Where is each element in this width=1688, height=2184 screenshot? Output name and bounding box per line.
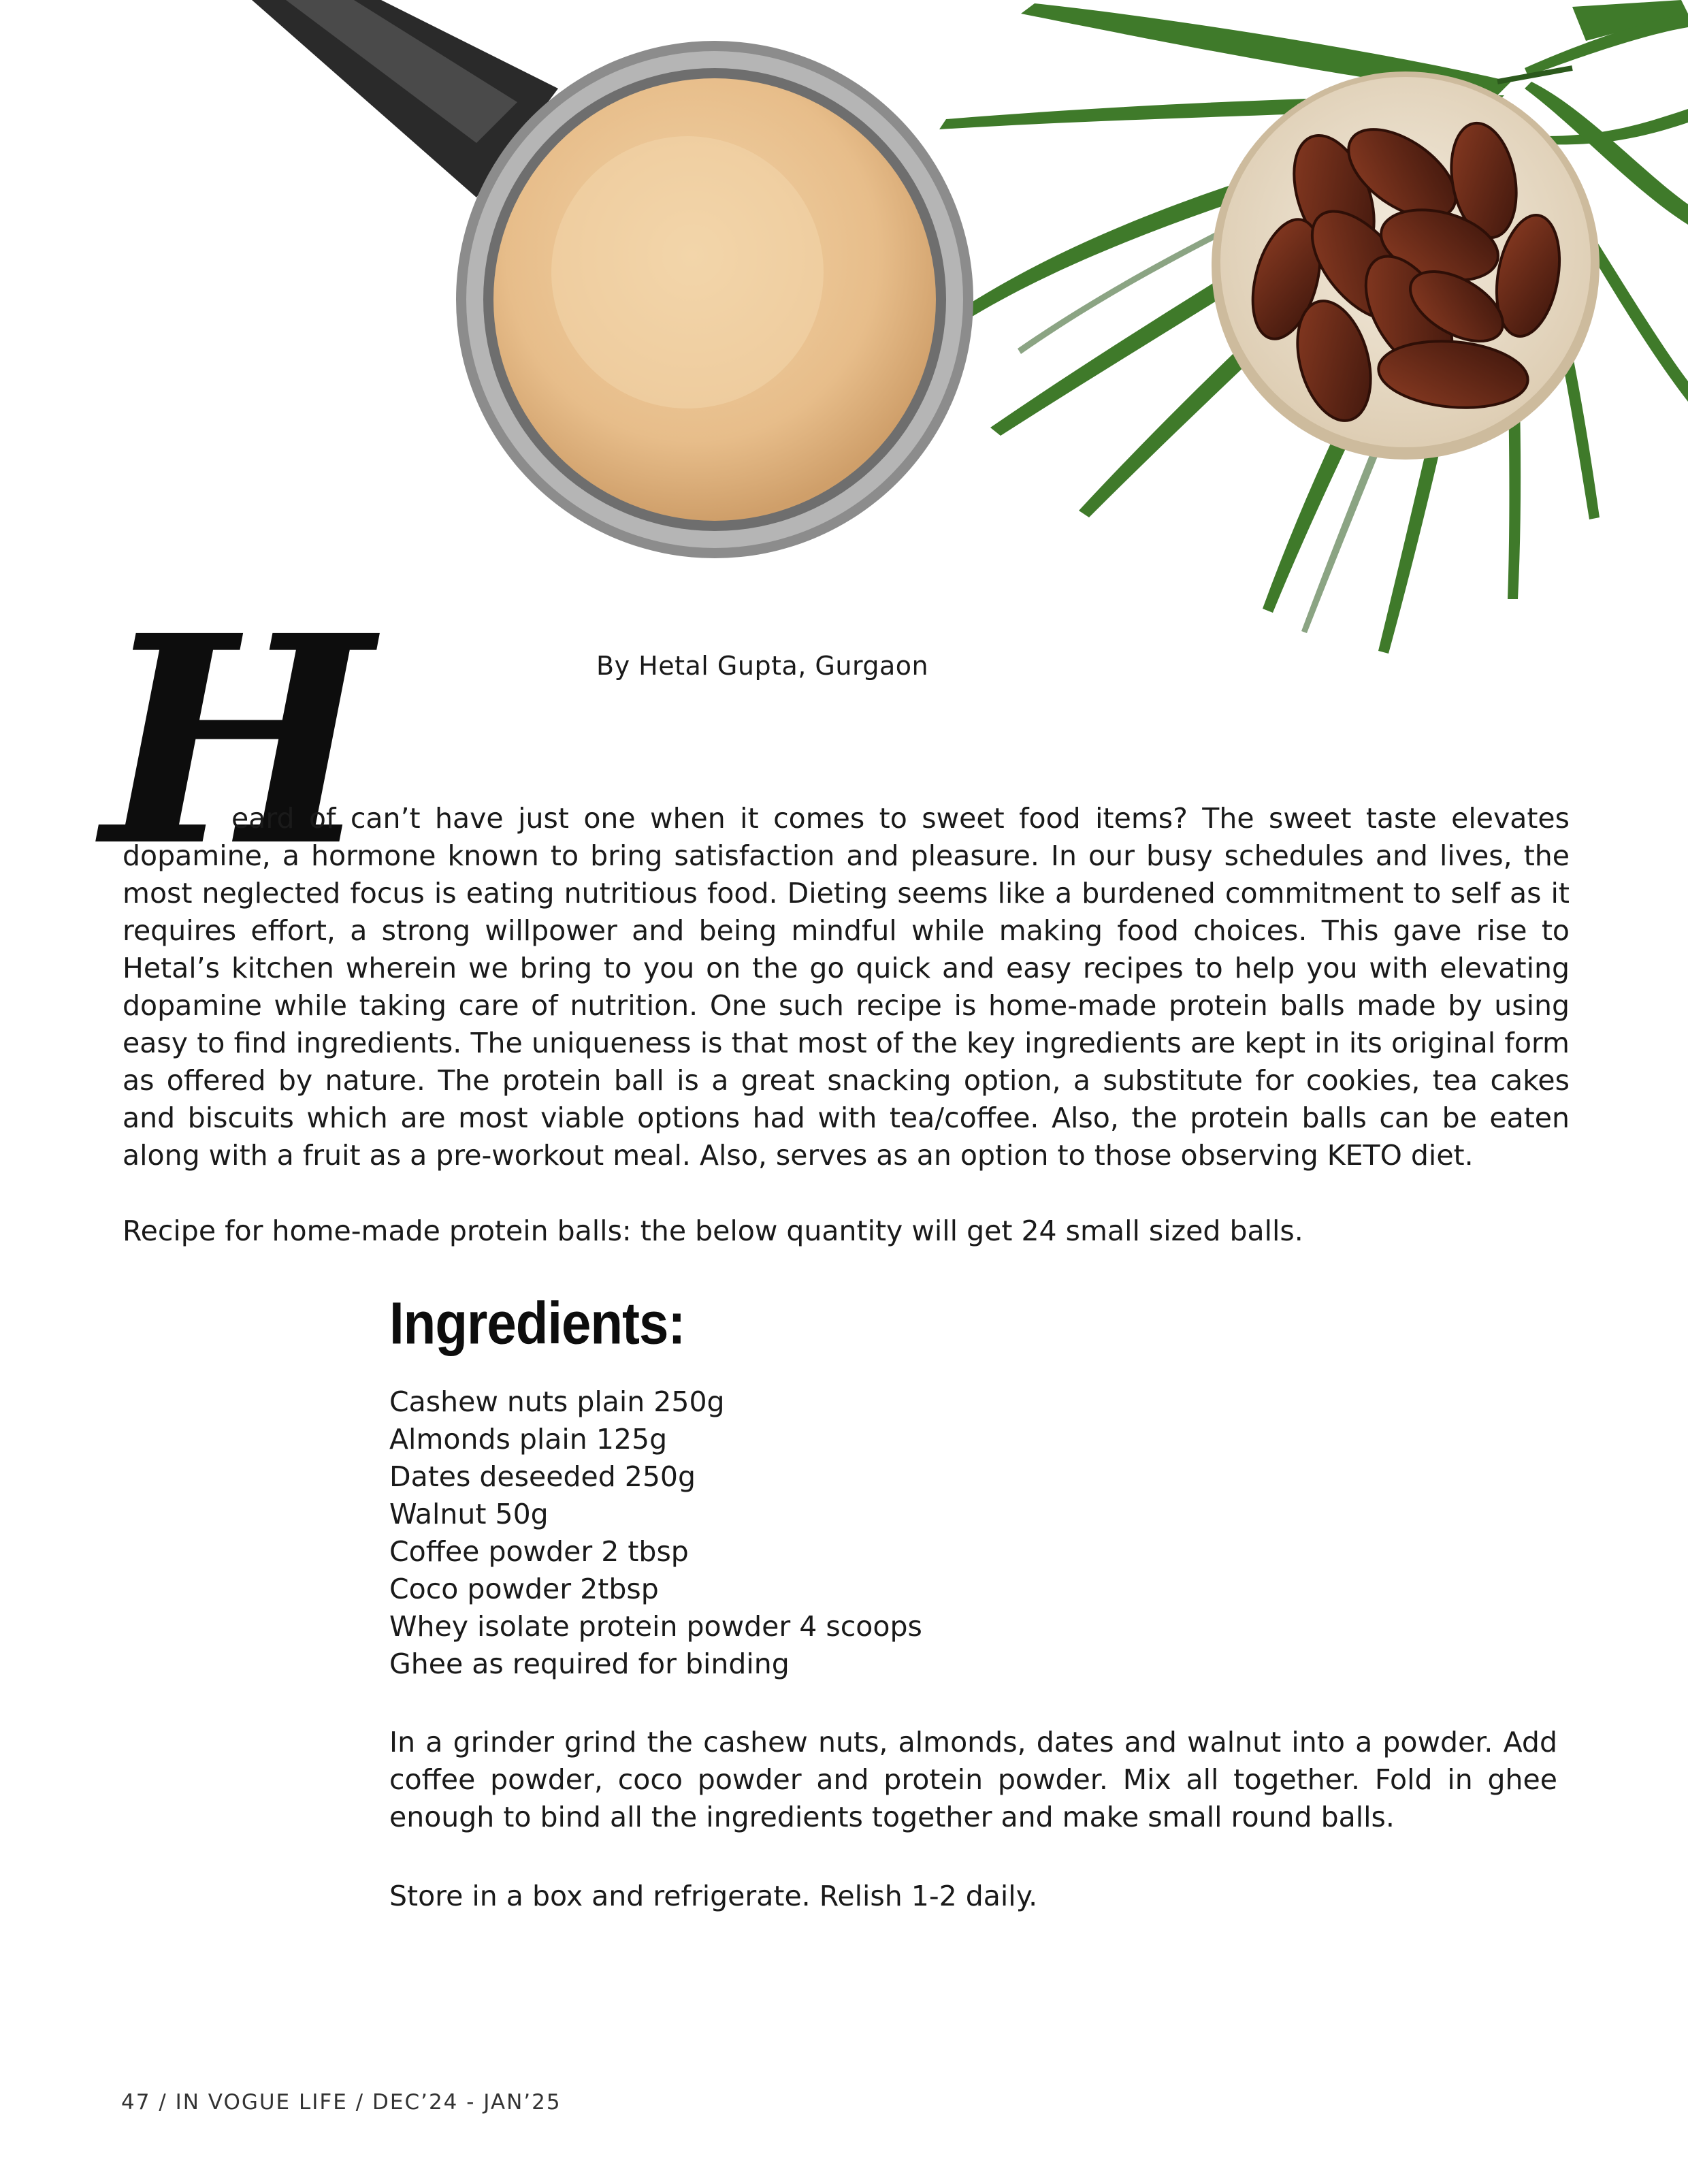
page-folio: 47 / IN VOGUE LIFE / DEC’24 - JAN’25 — [121, 2090, 562, 2115]
ingredient-item: Coco powder 2tbsp — [389, 1573, 659, 1605]
ingredient-item: Whey isolate protein powder 4 scoops — [389, 1610, 922, 1643]
ingredient-item: Walnut 50g — [389, 1498, 549, 1530]
ingredient-item: Cashew nuts plain 250g — [389, 1385, 725, 1418]
ingredient-item: Dates deseeded 250g — [389, 1460, 696, 1493]
ingredient-item: Almonds plain 125g — [389, 1423, 668, 1456]
intro-text: eard of can’t have just one when it comes to sweet food items? The sweet taste elevates dopamine, a hormone known to bring satisfaction and pleasure. In our busy schedules and lives, the most neglected focus is eating nutritious food. Dieting seems like a burdened commitment to self as it requires effort, a strong willpower and being mindful while making food choices. This gave rise to Hetal’s kitchen wherein we bring to you on the go quick and easy recipes to help you with elevating dopamine while taking care of nutrition. One such recipe is home-made protein balls made by using easy to find ingredients. The uniqueness is that most of the key ingredients are kept in its original form as offered by nature. The protein ball is a great snacking option, a substitute for cookies, tea cakes and biscuits which are most viable options had with tea/coffee. Also, the protein balls can be eaten along with a fruit as a pre-workout meal. Also, serves as an option to those observing KETO diet. — [123, 802, 1570, 1172]
storage-note: Store in a box and refrigerate. Relish 1-2 daily. — [389, 1880, 1038, 1912]
ingredients-heading: Ingredients: — [389, 1289, 685, 1357]
dates-bowl — [1212, 71, 1600, 460]
drop-cap: H — [102, 574, 372, 910]
recipe-note: Recipe for home-made protein balls: the below quantity will get 24 small sized balls. — [123, 1215, 1303, 1247]
method-paragraph: In a grinder grind the cashew nuts, almonds, dates and walnut into a powder. Add coffee powder, coco powder and protein powder. Mix all together. Fold in ghee enough to bind all the ingredients together and make small round balls. — [389, 1726, 1557, 1833]
intro-paragraph — [123, 800, 1570, 1174]
byline: By Hetal Gupta, Gurgaon — [596, 651, 929, 681]
measuring-cup — [252, 0, 973, 558]
ingredients-list — [389, 1383, 922, 1683]
ingredient-item: Ghee as required for binding — [389, 1648, 790, 1680]
ingredient-item: Coffee powder 2 tbsp — [389, 1535, 689, 1568]
